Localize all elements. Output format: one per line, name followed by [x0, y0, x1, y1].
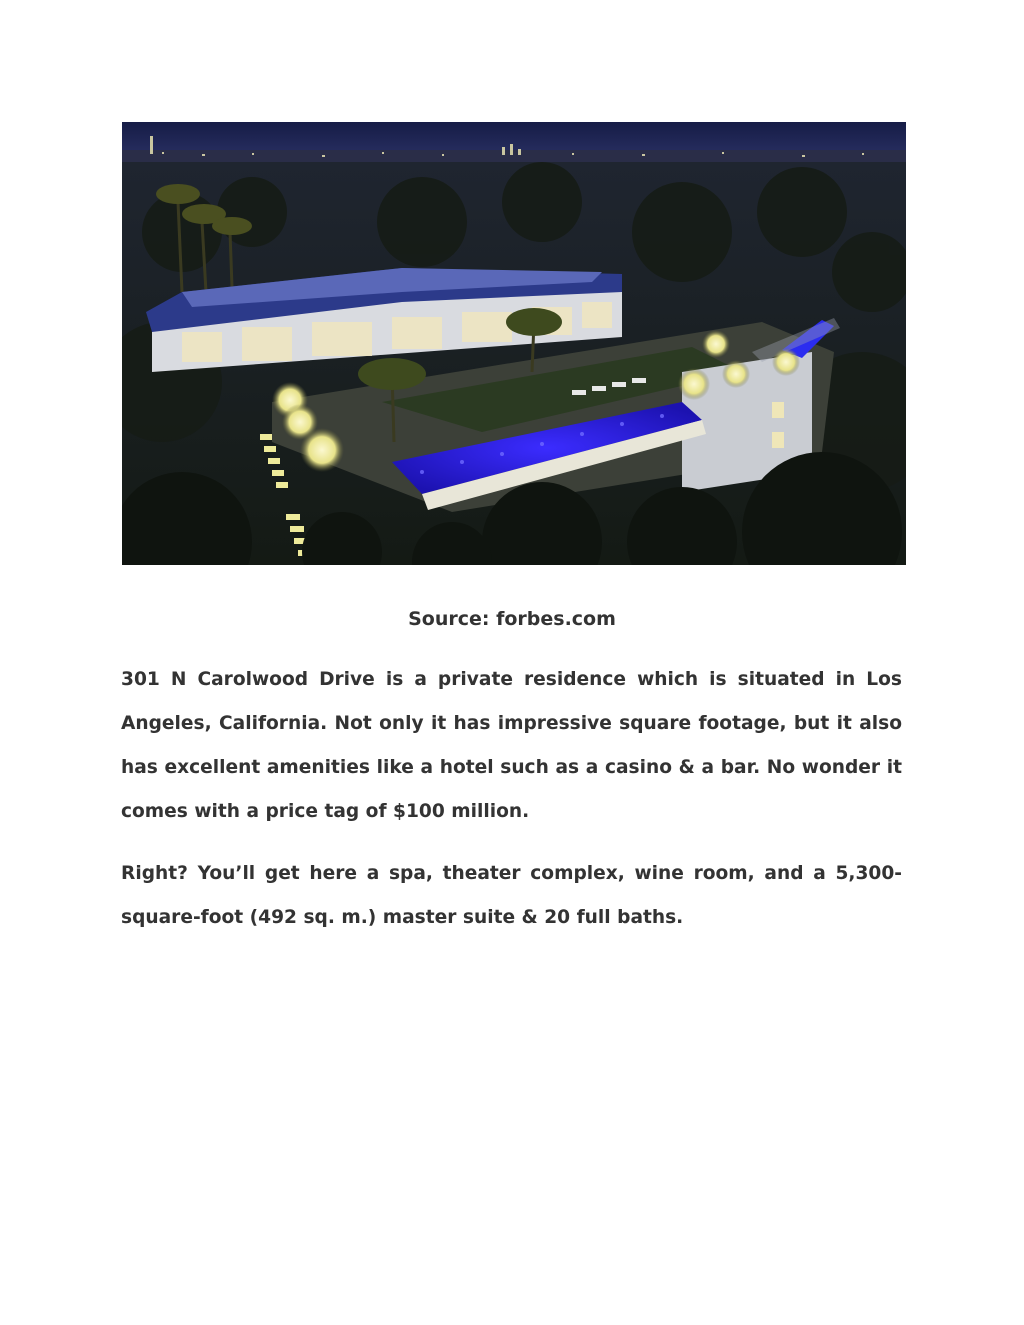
paragraph-residence-intro: 301 N Carolwood Drive is a private residence which is situated in Los Angeles, California. Not only it has impressive square footage, but it also has excellent amenities like a hotel such as a casino & a bar. No wonder it comes with a price tag of $100 million. [121, 669, 902, 822]
mansion-photo [122, 122, 906, 565]
image-caption: Source: forbes.com [408, 608, 616, 630]
paragraph-amenities: Right? You’ll get here a spa, theater complex, wine room, and a 5,300-square-foot (492 sq. m.) master suite & 20 full baths. [121, 863, 902, 928]
